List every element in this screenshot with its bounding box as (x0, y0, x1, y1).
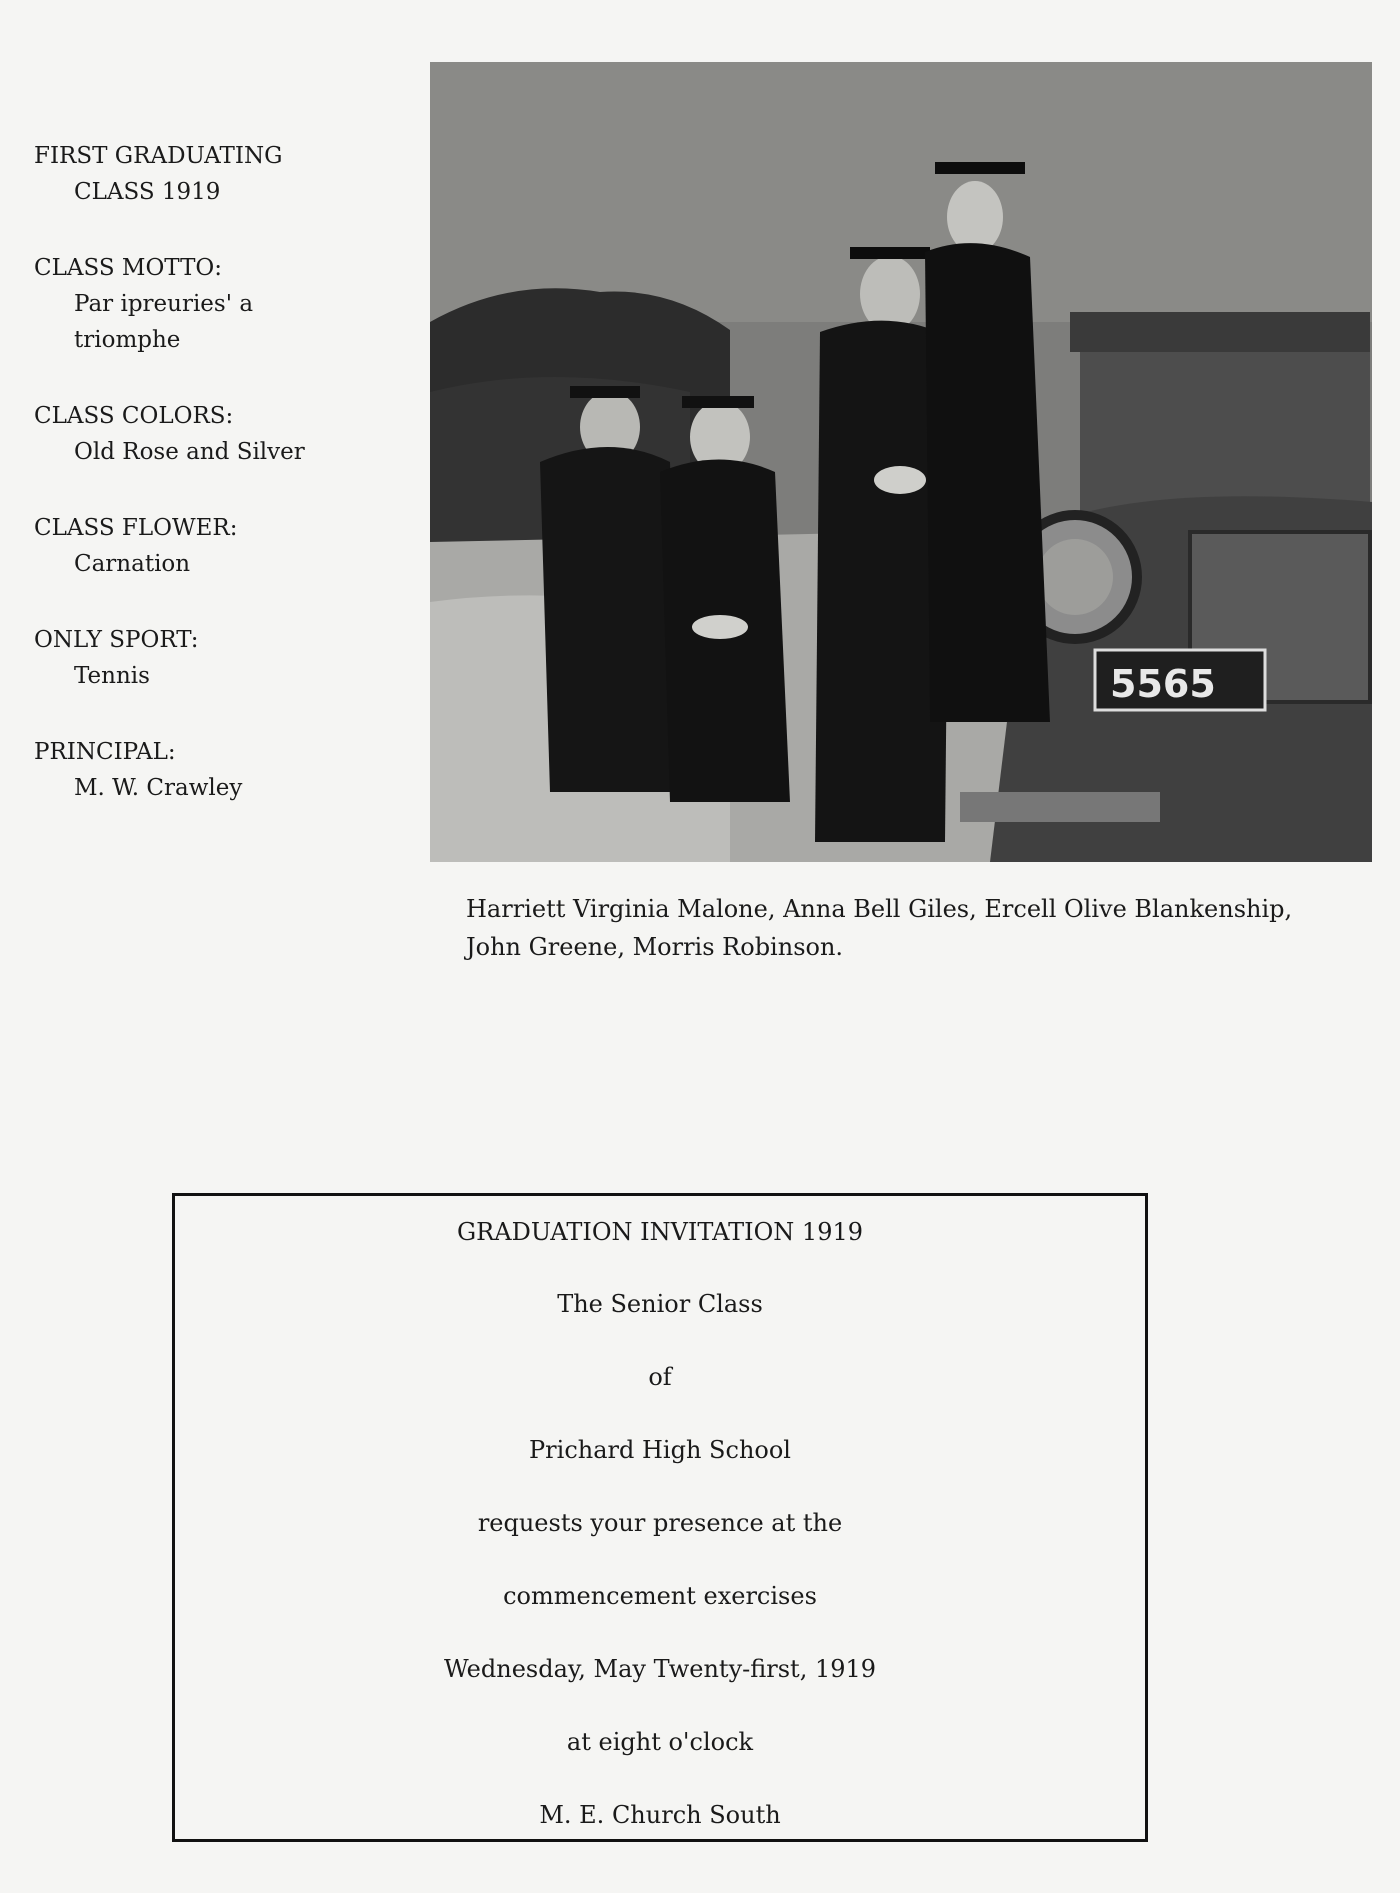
caption-line-2: John Greene, Morris Robinson. (466, 933, 844, 961)
invitation-line-commencement: commencement exercises (503, 1582, 817, 1610)
class-year: CLASS 1919 (74, 179, 221, 205)
invitation-line-venue: M. E. Church South (539, 1801, 781, 1829)
photo-illustration (430, 62, 1372, 862)
principal-label: PRINCIPAL: (34, 739, 176, 765)
invitation-line-date: Wednesday, May Twenty-first, 1919 (443, 1655, 877, 1683)
graduation-invitation-box (172, 1193, 1148, 1842)
only-sport-label: ONLY SPORT: (34, 627, 199, 653)
class-flower-block (34, 510, 364, 582)
principal-block (34, 734, 364, 806)
class-motto-value-line2: triomphe (74, 327, 181, 353)
invitation-title: GRADUATION INVITATION 1919 (457, 1218, 863, 1246)
first-graduating-heading: FIRST GRADUATING (34, 143, 283, 169)
class-motto-label: CLASS MOTTO: (34, 255, 223, 281)
class-motto-block (34, 250, 364, 358)
only-sport-block (34, 622, 364, 694)
invitation-line-of: of (648, 1363, 672, 1391)
class-info-column (34, 138, 364, 846)
first-graduating-block (34, 138, 364, 210)
class-flower-value: Carnation (74, 551, 191, 577)
class-colors-block (34, 398, 364, 470)
graduating-class-photo (430, 62, 1372, 862)
caption-line-1: Harriett Virginia Malone, Anna Bell Giles, Ercell Olive Blankenship, (466, 895, 1293, 923)
photo-caption (466, 890, 1346, 966)
license-plate-text: 5565 (1110, 662, 1216, 706)
principal-value: M. W. Crawley (74, 775, 243, 801)
class-flower-label: CLASS FLOWER: (34, 515, 238, 541)
invitation-line-senior-class: The Senior Class (557, 1290, 763, 1318)
only-sport-value: Tennis (74, 663, 150, 689)
invitation-line-time: at eight o'clock (566, 1728, 754, 1756)
invitation-line-school: Prichard High School (529, 1436, 791, 1464)
class-colors-label: CLASS COLORS: (34, 403, 234, 429)
invitation-line-requests: requests your presence at the (477, 1509, 843, 1537)
class-motto-value-line1: Par ipreuries' a (74, 291, 254, 317)
class-colors-value: Old Rose and Silver (74, 439, 305, 465)
